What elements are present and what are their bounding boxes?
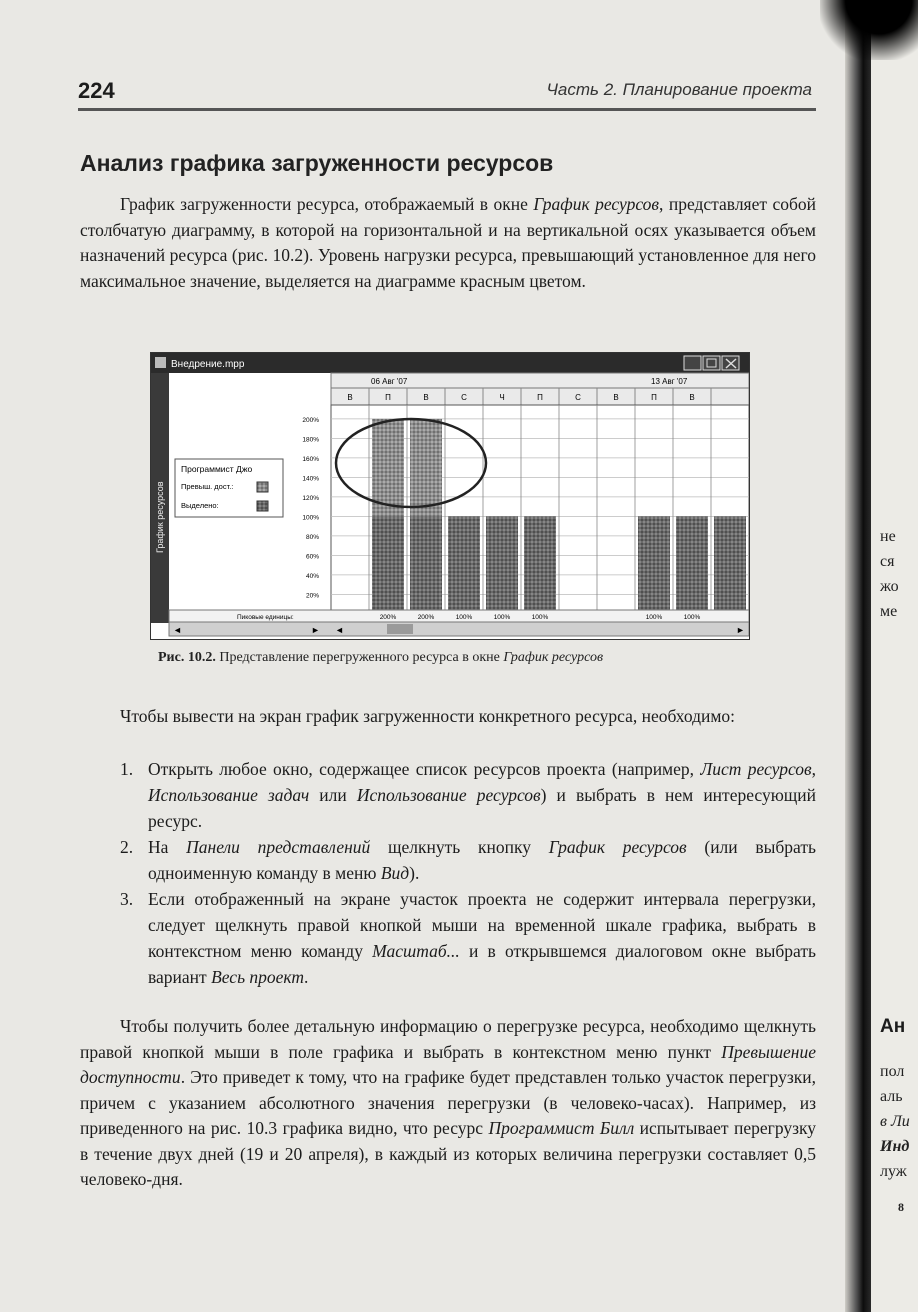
y-tick-label: 180% — [302, 436, 319, 444]
day-label: В — [347, 393, 353, 402]
steps-list — [80, 756, 816, 990]
scroll-left-icon[interactable]: ◄ — [173, 625, 182, 635]
paragraph-3: Чтобы получить более детальную информацию о перегрузке ресурса, необходимо щелкнуть правой кнопкой мыши в поле графика и выбрать в контекстном меню пункт Превышение доступности. Это приведет к тому, что на графике будет представлен только участок перегрузки, причем с указанием абсолютного значения перегрузки (в человеко-часах). Например, из приведенного на рис. 10.3 графика видно, что ресурс Программист Билл испытывает перегрузку в течение двух дней (19 и 20 апреля), в каждый из которых величина перегрузки составляет 0,5 человеко-дня. — [80, 1016, 816, 1189]
step-2: 2. На Панели представлений щелкнуть кнопку График ресурсов (или выбрать одноименную команду в меню Вид). — [120, 837, 816, 883]
corner-shadow — [820, 0, 918, 60]
figure-caption: Рис. 10.2. Представление перегруженного ресурса в окне График ресурсов — [158, 650, 604, 665]
legend-item-overallocated: Превыш. дост.: — [181, 482, 234, 491]
window-title: Внедрение.mpp — [171, 359, 245, 370]
day-label: П — [537, 393, 543, 402]
day-label: В — [613, 393, 619, 402]
scroll-right-icon[interactable]: ► — [311, 625, 320, 635]
maximize-button[interactable] — [703, 356, 720, 370]
right-page-fragment: ме — [880, 603, 898, 620]
bar-allocated — [524, 516, 556, 610]
resource-graph-window — [151, 353, 749, 639]
y-tick-label: 100% — [302, 514, 319, 522]
page-number: 224 — [78, 78, 115, 103]
day-label: П — [385, 393, 391, 402]
scroll-right-icon-2[interactable]: ► — [736, 625, 745, 635]
right-page-fragment: аль — [880, 1088, 903, 1105]
running-head: Часть 2. Планирование проекта — [546, 80, 812, 99]
bar-allocated — [676, 516, 708, 610]
paragraph-2: Чтобы вывести на экран график загруженности конкретного ресурса, необходимо: — [120, 706, 736, 726]
y-tick-label: 80% — [305, 533, 319, 541]
right-page-number-fragment: 8 — [898, 1200, 904, 1214]
day-label: В — [423, 393, 429, 402]
bar-allocated — [638, 516, 670, 610]
horizontal-scrollbar[interactable] — [169, 622, 749, 636]
bar-overallocated — [410, 419, 442, 516]
right-page-fragment: пол — [880, 1063, 905, 1080]
day-label: Ч — [499, 393, 505, 402]
right-page-fragment: жо — [880, 578, 899, 595]
paragraph-1: График загруженности ресурса, отображаемый в окне График ресурсов, представляет собой столбчатую диаграмму, в которой на горизонтальной и на вертикальной осях указывается объем назначений ресурса (рис. 10.2). Уровень нагрузки ресурса, превышающий установленное для него максимальное значение, выделяется на диаграмме красным цветом. — [80, 194, 817, 291]
y-tick-label: 20% — [305, 592, 319, 600]
peak-units-values — [380, 614, 701, 621]
figure-resource-graph — [150, 352, 750, 640]
right-page-fragment: луж — [880, 1163, 907, 1180]
legend-swatch-overallocated — [257, 482, 268, 492]
week1-label: 06 Авг '07 — [371, 377, 408, 386]
bar-allocated — [410, 516, 442, 610]
bar-allocated — [486, 516, 518, 610]
right-page-heading-fragment: Ан — [880, 1016, 906, 1037]
day-label: С — [461, 393, 467, 402]
scroll-thumb[interactable] — [387, 624, 413, 634]
y-tick-label: 120% — [302, 494, 319, 502]
day-label: С — [575, 393, 581, 402]
right-page-fragment: ся — [880, 553, 895, 570]
y-tick-label: 160% — [302, 455, 319, 463]
peak-units-value: 100% — [493, 614, 511, 621]
peak-units-value: 100% — [455, 614, 473, 621]
peak-units-label: Пиковые единицы: — [237, 614, 294, 621]
right-page-fragment: Инд — [880, 1138, 910, 1155]
peak-units-value: 100% — [531, 614, 549, 621]
legend-swatch-allocated — [257, 501, 268, 511]
section-title: Анализ графика загруженности ресурсов — [80, 150, 554, 176]
app-icon — [155, 357, 166, 368]
y-tick-label: 140% — [302, 475, 319, 483]
peak-units-value: 200% — [417, 614, 435, 621]
bar-allocated — [714, 516, 746, 610]
y-tick-label: 60% — [305, 553, 319, 561]
bar-allocated — [448, 516, 480, 610]
y-axis — [302, 417, 319, 599]
day-label: В — [689, 393, 695, 402]
header-rule — [78, 108, 816, 111]
y-tick-label: 200% — [302, 416, 319, 424]
peak-units-value: 100% — [645, 614, 663, 621]
scroll-left-icon-2[interactable]: ◄ — [335, 625, 344, 635]
legend-title: Программист Джо — [181, 464, 253, 474]
book-spine — [845, 0, 871, 1312]
legend-item-allocated: Выделено: — [181, 501, 219, 510]
peak-units-value: 100% — [683, 614, 701, 621]
right-page-fragment: в Ли — [880, 1113, 910, 1130]
step-1: 1. Открыть любое окно, содержащее список ресурсов проекта (например, Лист ресурсов, Использование задач или Использование ресурсов) и выбрать в нем интересующий ресурс. — [120, 759, 816, 831]
side-label: График ресурсов — [155, 481, 165, 553]
right-page-fragment: не — [880, 528, 896, 545]
day-label: П — [651, 393, 657, 402]
minimize-button[interactable] — [684, 356, 701, 370]
step-3: 3. Если отображенный на экране участок проекта не содержит интервала перегрузки, следует щелкнуть правой кнопкой мыши на временной шкале графика, выбрать в контекстном меню команду Масштаб... и в открывшемся диалоговом окне выбрать вариант Весь проект. — [120, 889, 816, 987]
peak-units-value: 200% — [379, 614, 397, 621]
y-tick-label: 40% — [305, 572, 319, 580]
week2-label: 13 Авг '07 — [651, 377, 688, 386]
bar-allocated — [372, 516, 404, 610]
